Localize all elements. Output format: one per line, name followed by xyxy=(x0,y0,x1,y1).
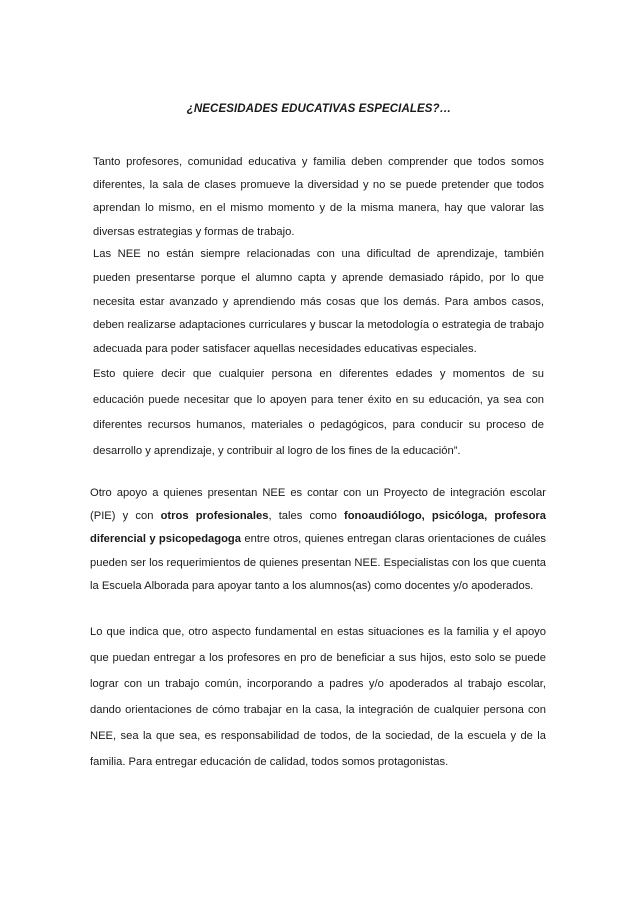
paragraph-text-part: entre otros, quienes entregan claras orientaciones de cuáles pueden ser los requerimientos de quienes presentan NEE. Especialistas con los que cuenta la Escuela Alborada para apoyar tanto a los alumnos(as) como docentes y/o apoderados. xyxy=(90,533,547,592)
bold-text: fonoaudiólogo, psicóloga, profesora diferencial y psicopedagoga xyxy=(90,510,546,546)
paragraph-5 xyxy=(90,620,546,775)
paragraph-text: Lo que indica que, otro aspecto fundamental en estas situaciones es la familia y el apoyo que puedan entregar a los profesores en pro de beneficiar a sus hijos, esto solo se puede lograr con un trabajo común, incorporando a padres y/o apoderados al trabajo escolar, dando orientaciones de cómo trabajar en la casa, la integración de cualquier persona con NEE, sea la que sea, es responsabilidad de todos, de la sociedad, de la escuela y de la familia. Para entregar educación de calidad, todos somos protagonistas. xyxy=(90,626,546,768)
paragraph-3 xyxy=(93,362,544,464)
paragraph-4 xyxy=(90,482,546,598)
paragraph-text xyxy=(90,482,546,598)
paragraph-text-part: Otro apoyo a quienes presentan NEE es contar con un Proyecto de integración escolar (PIE) y con xyxy=(90,487,546,523)
bold-text: otros profesionales xyxy=(160,510,269,523)
document-title: ¿NECESIDADES EDUCATIVAS ESPECIALES?… xyxy=(186,103,452,115)
paragraph-text: Esto quiere decir que cualquier persona en diferentes edades y momentos de su educación puede necesitar que lo apoyen para tener éxito en su educación, ya sea con diferentes recursos humanos, materiales o pedagógicos, para conducir su proceso de desarrollo y aprendizaje, y contribuir al logro de los fines de la educación”. xyxy=(93,368,544,457)
paragraph-text: Tanto profesores, comunidad educativa y familia deben comprender que todos somos diferentes, la sala de clases promueve la diversidad y no se puede pretender que todos aprendan lo mismo, en el mismo momento y de la misma manera, hay que valorar las diversas estrategias y formas de trabajo. xyxy=(93,156,544,238)
paragraph-2 xyxy=(93,243,544,362)
paragraph-text: Las NEE no están siempre relacionadas con una dificultad de aprendizaje, también pueden presentarse porque el alumno capta y aprende demasiado rápido, por lo que necesita estar avanzado y aprendiendo más cosas que los demás. Para ambos casos, deben realizarse adaptaciones curriculares y buscar la metodología o estrategia de trabajo adecuada para poder satisfacer aquellas necesidades educativas especiales. xyxy=(93,248,544,356)
paragraph-1 xyxy=(93,151,544,244)
paragraph-text-part: , tales como xyxy=(268,510,344,523)
